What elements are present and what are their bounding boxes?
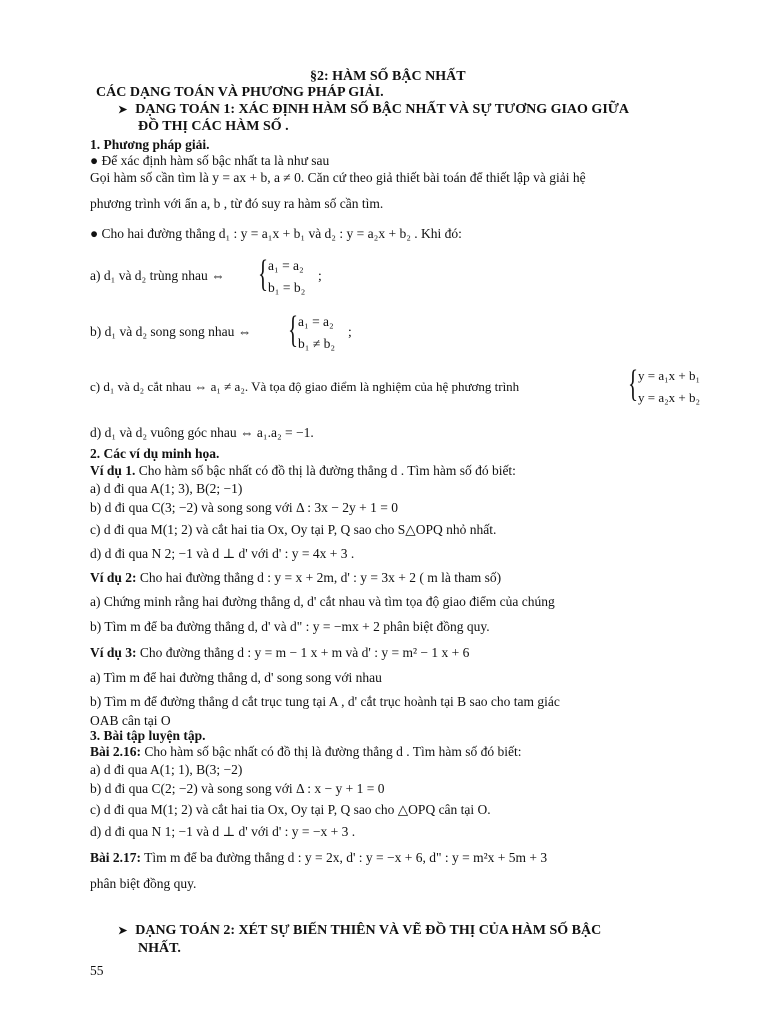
b217-text: Tìm m để ba đường thẳng d : y = 2x, d' : y = −x + 6, d" : y = m²x + 5m + 3	[141, 850, 548, 865]
arrow-bullet-icon: ➤	[118, 925, 128, 937]
sec1-para1: Gọi hàm số cần tìm là y = ax + b, a ≠ 0. Căn cứ theo giả thiết bài toán để thiết lập và giải hệ	[90, 170, 586, 185]
vd2-intro	[90, 570, 501, 586]
arrow-bullet-icon: ➤	[118, 104, 128, 116]
sec2-heading: 2. Các ví dụ minh họa.	[90, 446, 220, 461]
case-c-eq2: y = a₂x + b₂	[638, 390, 700, 405]
vd1-text: Cho hàm số bậc nhất có đồ thị là đường thẳng d . Tìm hàm số đó biết:	[135, 463, 516, 478]
vd3-b-line2: OAB cân tại O	[90, 713, 171, 728]
vd2-b: b) Tìm m để ba đường thẳng d, d' và d" : y = −mx + 2 phân biệt đồng quy.	[90, 619, 490, 634]
case-d-text: d) d₁ và d₂ vuông góc nhau ⇔ a₁.a₂ = −1.	[90, 425, 314, 440]
sec1-heading: 1. Phương pháp giải.	[90, 137, 210, 152]
dang-toan-1-heading	[118, 102, 629, 119]
vd2-label: Ví dụ 2:	[90, 570, 137, 585]
b217-line2: phân biệt đồng quy.	[90, 876, 197, 891]
page-number: 55	[90, 963, 104, 978]
b217-intro	[90, 850, 547, 866]
vd3-a: a) Tìm m để hai đường thẳng d, d' song song với nhau	[90, 670, 382, 685]
left-brace-icon: {	[258, 253, 269, 295]
vd1-a: a) d đi qua A(1; 3), B(2; −1)	[90, 481, 243, 496]
sec3-heading: 3. Bài tập luyện tập.	[90, 728, 206, 743]
dang-toan-2-line1: DẠNG TOÁN 2: XÉT SỰ BIẾN THIÊN VÀ VẼ ĐỒ THỊ CỦA HÀM SỐ BẬC	[135, 923, 602, 938]
case-b-separator: ;	[348, 324, 352, 339]
b216-text: Cho hàm số bậc nhất có đồ thị là đường thẳng d . Tìm hàm số đó biết:	[141, 744, 522, 759]
vd2-a: a) Chứng minh rằng hai đường thẳng d, d' cắt nhau và tìm tọa độ giao điểm của chúng	[90, 594, 555, 609]
case-a-eq1: a₁ = a₂	[268, 258, 304, 273]
vd1-d: d) d đi qua N 2; −1 và d ⊥ d' với d' : y = 4x + 3 .	[90, 546, 355, 561]
case-a-separator: ;	[318, 268, 322, 283]
b216-d: d) d đi qua N 1; −1 và d ⊥ d' với d' : y = −x + 3 .	[90, 824, 356, 839]
dang-toan-2-line2: NHẤT.	[138, 941, 181, 956]
dang-toan-1-line1: DẠNG TOÁN 1: XÁC ĐỊNH HÀM SỐ BẬC NHẤT VÀ SỰ TƯƠNG GIAO GIỮA	[135, 102, 630, 117]
vd3-text: Cho đường thẳng d : y = m − 1 x + m và d' : y = m² − 1 x + 6	[136, 645, 470, 660]
vd3-intro	[90, 645, 469, 661]
sec1-bullet1: ● Để xác định hàm số bậc nhất ta là như sau	[90, 153, 330, 168]
section-subtitle: CÁC DẠNG TOÁN VÀ PHƯƠNG PHÁP GIẢI.	[96, 85, 384, 100]
vd3-b-line1: b) Tìm m để đường thẳng d cắt trục tung tại A , d' cắt trục hoành tại B sao cho tam giác	[90, 694, 560, 709]
case-c-text: c) d₁ và d₂ cắt nhau ⇔ a₁ ≠ a₂. Và tọa độ giao điểm là nghiệm của hệ phương trình	[90, 379, 520, 394]
dang-toan-1-line2: ĐỒ THỊ CÁC HÀM SỐ .	[138, 119, 289, 134]
left-brace-icon: {	[288, 309, 299, 351]
case-a-text: a) d₁ và d₂ trùng nhau ⇔	[90, 268, 225, 283]
case-c-system	[638, 368, 700, 412]
case-c-eq1: y = a₁x + b₁	[638, 368, 700, 383]
b217-label: Bài 2.17:	[90, 850, 142, 865]
section-title: §2: HÀM SỐ BẬC NHẤT	[310, 69, 466, 84]
case-b-eq1: a₁ = a₂	[298, 314, 334, 329]
b216-c: c) d đi qua M(1; 2) và cắt hai tia Ox, Oy tại P, Q sao cho △OPQ cân tại O.	[90, 802, 491, 817]
case-b-text: b) d₁ và d₂ song song nhau ⇔	[90, 324, 252, 339]
left-brace-icon: {	[628, 363, 639, 405]
case-b-eq2: b₁ ≠ b₂	[298, 336, 336, 351]
b216-label: Bài 2.16:	[90, 744, 142, 759]
b216-b: b) d đi qua C(2; −2) và song song với Δ : x − y + 1 = 0	[90, 781, 385, 796]
vd1-label: Ví dụ 1.	[90, 463, 136, 478]
b216-intro	[90, 744, 522, 760]
vd1-c: c) d đi qua M(1; 2) và cắt hai tia Ox, Oy tại P, Q sao cho S△OPQ nhỏ nhất.	[90, 522, 497, 537]
vd3-label: Ví dụ 3:	[90, 645, 137, 660]
b216-a: a) d đi qua A(1; 1), B(3; −2)	[90, 762, 243, 777]
vd1-intro	[90, 463, 516, 479]
vd2-text: Cho hai đường thẳng d : y = x + 2m, d' : y = 3x + 2 ( m là tham số)	[136, 570, 502, 585]
sec1-para2: phương trình với ẩn a, b , từ đó suy ra hàm số cần tìm.	[90, 196, 384, 211]
dang-toan-2-heading	[118, 923, 601, 940]
case-a-eq2: b₁ = b₂	[268, 280, 306, 295]
sec1-bullet2: ● Cho hai đường thẳng d₁ : y = a₁x + b₁ và d₂ : y = a₂x + b₂ . Khi đó:	[90, 226, 462, 241]
case-b-system	[298, 314, 335, 358]
vd1-b: b) d đi qua C(3; −2) và song song với Δ : 3x − 2y + 1 = 0	[90, 500, 399, 515]
case-a-system	[268, 258, 305, 302]
